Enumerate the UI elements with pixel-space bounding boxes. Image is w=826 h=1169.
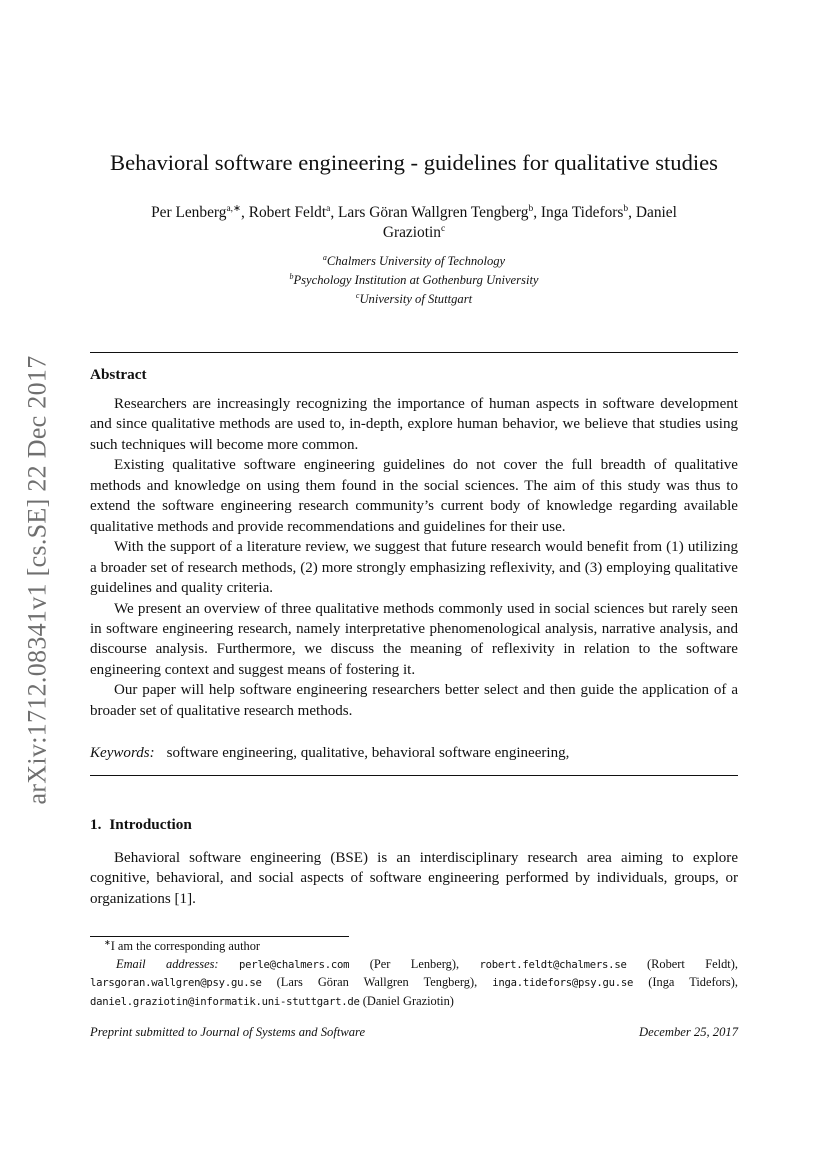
email-label: Email addresses:: [116, 956, 219, 971]
introduction-body: [90, 848, 738, 909]
email-owner: (Lars Göran Wallgren Tengberg): [276, 975, 475, 990]
email-link[interactable]: inga.tidefors@psy.gu.se: [492, 977, 634, 990]
affiliation: [90, 252, 738, 271]
introduction-paragraph: Behavioral software engineering (BSE) is an interdisciplinary research area aiming to explore cognitive, behavioral, and social aspects of software engineering performed by individuals, groups, or organizations [1].: [90, 850, 738, 907]
affiliation: [90, 271, 738, 290]
author-affiliation-mark: b: [623, 203, 629, 214]
affiliation: [90, 290, 738, 309]
author-name: Daniel: [635, 204, 677, 221]
keywords: [90, 743, 738, 763]
author-name-continued: Graziotin: [382, 224, 441, 241]
abstract-paragraph: With the support of a literature review, we suggest that future research would benefit from (1) utilizing a broader set of research methods, (2) more strongly emphasizing reflexivity, and (3) employing qualitative guidelines and quality criteria.: [90, 539, 738, 597]
email-owner: (Robert Feldt): [647, 956, 735, 971]
email-owner: (Daniel Graziotin): [362, 993, 454, 1008]
author-name: Per Lenberg: [151, 204, 227, 221]
email-separator: ,: [474, 975, 493, 990]
author-separator: ,: [330, 204, 339, 221]
author-name: Lars Göran Wallgren Tengberg: [338, 204, 529, 221]
email-link[interactable]: daniel.graziotin@informatik.uni-stuttgart.de: [90, 995, 360, 1008]
footnote-corresponding-text: I am the corresponding author: [110, 939, 261, 953]
section-title: Introduction: [109, 816, 192, 833]
email-owner: (Per Lenberg): [369, 956, 456, 971]
author-affiliation-mark: a: [326, 203, 331, 214]
affiliation-text: University of Stuttgart: [359, 292, 473, 306]
author-name: Inga Tidefors: [540, 204, 624, 221]
footnote-emails: [90, 956, 738, 1012]
section-heading: [90, 816, 192, 834]
preprint-note: Preprint submitted to Journal of Systems and Software: [90, 1025, 366, 1039]
abstract-paragraph: Researchers are increasingly recognizing the importance of human aspects in software development and since qualitative methods are used to, in-depth, explore human behavior, we believe that studies using such techniques will become more common.: [90, 396, 738, 453]
abstract-paragraph: Our paper will help software engineering researchers better select and then guide the application of a broader set of qualitative research methods.: [90, 682, 738, 719]
author-separator: ,: [628, 204, 636, 221]
affiliation-mark: a: [322, 252, 327, 262]
keywords-text: software engineering, qualitative, behavioral software engineering,: [166, 745, 570, 761]
abstract-heading: Abstract: [90, 366, 147, 383]
arxiv-identifier: [24, 340, 50, 820]
email-separator: ,: [734, 956, 738, 971]
paper-title: Behavioral software engineering - guidelines for qualitative studies: [110, 150, 718, 175]
email-separator: ,: [455, 956, 480, 971]
author-separator: ,: [533, 204, 541, 221]
email-owner: (Inga Tidefors): [648, 975, 735, 990]
footnote-corresponding: [90, 938, 738, 956]
footnote-mark: ∗: [104, 937, 111, 947]
affiliation-text: Chalmers University of Technology: [326, 254, 506, 268]
affiliation-mark: c: [355, 290, 360, 300]
author-list: [90, 203, 738, 243]
abstract-paragraph: Existing qualitative software engineering guidelines do not cover the full breadth of qualitative methods and knowledge on using them found in the social sciences. The aim of this study was thus to extend the software engineering research community’s current body of knowledge regarding available qualitative methods and provide recommendations and guidelines for their use.: [90, 457, 738, 535]
footnote-rule: [90, 936, 349, 937]
author-separator: ,: [241, 204, 249, 221]
email-separator: ,: [734, 975, 738, 990]
abstract-top-rule: [90, 352, 738, 353]
affiliation-text: Psychology Institution at Gothenburg University: [293, 273, 539, 287]
author-affiliation-mark: a,∗: [226, 203, 242, 214]
section-number: 1.: [90, 816, 102, 833]
abstract-body: [90, 394, 738, 721]
author-affiliation-mark: b: [528, 203, 534, 214]
author-name: Robert Feldt: [248, 204, 327, 221]
author-affiliation-mark: c: [440, 223, 446, 234]
abstract-paragraph: We present an overview of three qualitative methods commonly used in social sciences but rarely seen in software engineering research, namely interpretative phenomenological analysis, narrative analysis, and discourse analysis. Furthermore, we discuss the meaning of reflexivity in relation to the software engineering context and suggest means of fostering it.: [90, 600, 738, 678]
arxiv-identifier-text: arXiv:1712.08341v1 [cs.SE] 22 Dec 2017: [22, 355, 51, 805]
email-link[interactable]: larsgoran.wallgren@psy.gu.se: [90, 977, 262, 990]
keywords-label: Keywords:: [90, 745, 155, 761]
affiliation-mark: b: [289, 271, 294, 281]
footnote: [90, 938, 738, 1011]
preprint-date: December 25, 2017: [639, 1025, 738, 1039]
email-link[interactable]: robert.feldt@chalmers.se: [479, 958, 627, 971]
abstract-bottom-rule: [90, 775, 738, 776]
affiliation-list: [90, 252, 738, 309]
email-link[interactable]: perle@chalmers.com: [238, 958, 350, 971]
